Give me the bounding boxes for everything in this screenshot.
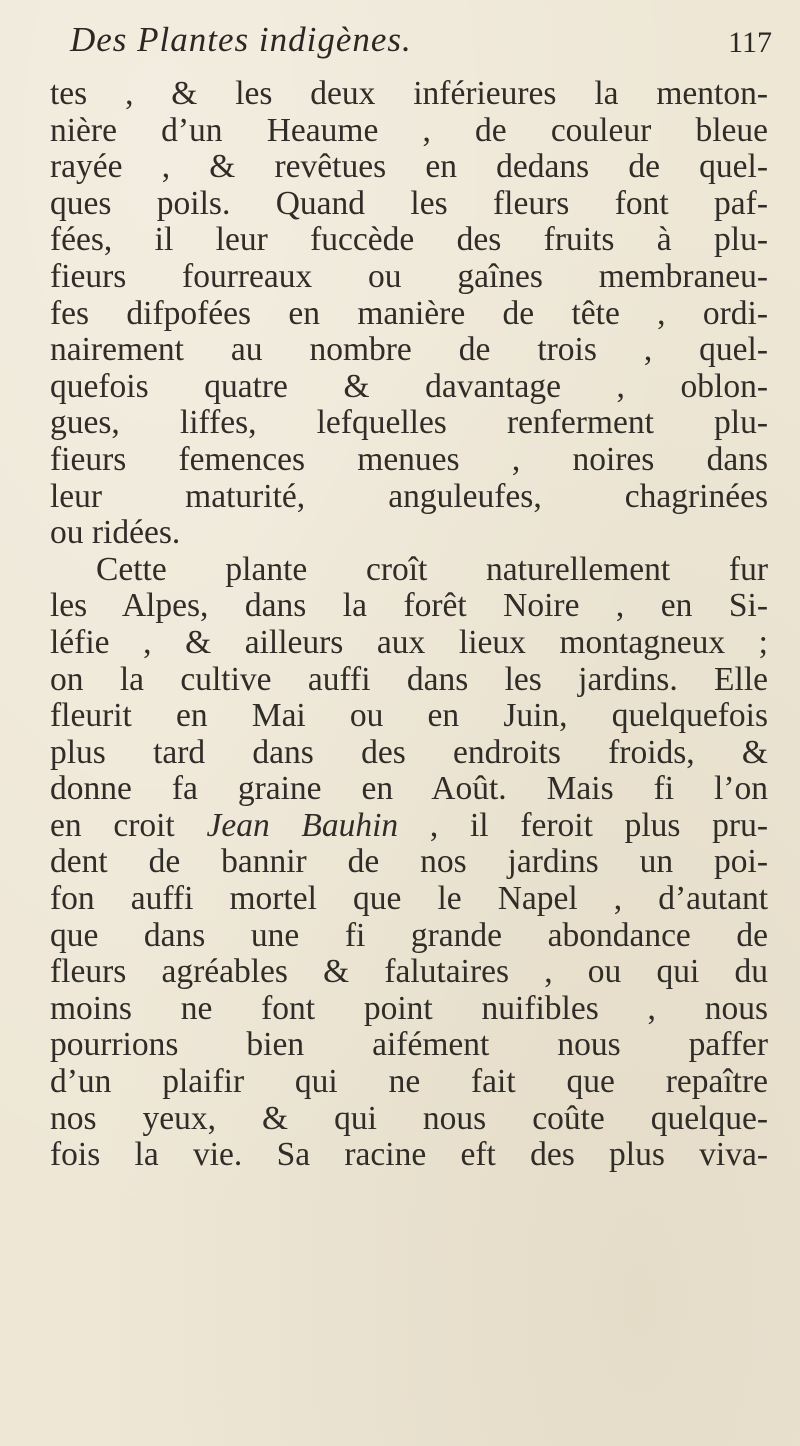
text-line: nairement au nombre de trois , quel- bbox=[50, 331, 768, 369]
text-line: les Alpes, dans la forêt Noire , en Si- bbox=[50, 587, 768, 625]
text-line: pourrions bien aifément nous paffer bbox=[50, 1026, 768, 1064]
author-name: Jean Bauhin bbox=[206, 806, 399, 844]
page-number: 117 bbox=[728, 26, 772, 59]
text-segment: en croit bbox=[50, 806, 207, 844]
text-line: léfie , & ailleurs aux lieux montagneux ; bbox=[50, 623, 768, 661]
text-line: fon auffi mortel que le Napel , d’autant bbox=[50, 880, 768, 918]
text-line: ou ridées. bbox=[50, 514, 181, 552]
text-line: Cette plante croît naturellement fur bbox=[96, 550, 768, 588]
text-segment: , il feroit plus pru- bbox=[398, 806, 768, 844]
text-line: nos yeux, & qui nous coûte quelque- bbox=[50, 1099, 768, 1137]
page-header bbox=[70, 12, 780, 72]
text-line: fieurs femences menues , noires dans bbox=[50, 440, 768, 478]
text-line: tes , & les deux inférieures la menton- bbox=[50, 75, 768, 112]
running-head: Des Plantes indigènes. bbox=[70, 20, 412, 59]
text-line: moins ne font point nuifibles , nous bbox=[50, 989, 768, 1027]
text-line bbox=[50, 808, 768, 845]
text-line: ques poils. Quand les fleurs font paf- bbox=[50, 184, 768, 222]
text-line: fleurs agréables & falutaires , ou qui du bbox=[50, 953, 768, 991]
text-line: que dans une fi grande abondance de bbox=[50, 916, 768, 954]
text-line: fes difpofées en manière de tête , ordi- bbox=[50, 294, 768, 332]
text-line: plus tard dans des endroits froids, & bbox=[50, 733, 768, 771]
text-line: quefois quatre & davantage , oblon- bbox=[50, 367, 768, 405]
text-line: d’un plaifir qui ne fait que repaître bbox=[50, 1063, 768, 1101]
text-line: nière d’un Heaume , de couleur bleue bbox=[50, 111, 768, 149]
text-line: fleurit en Mai ou en Juin, quelquefois bbox=[50, 697, 768, 735]
text-line: fées, il leur fuccède des fruits à plu- bbox=[50, 221, 768, 259]
text-line: leur maturité, anguleufes, chagrinées bbox=[50, 477, 768, 515]
text-line: fois la vie. Sa racine eft des plus viva- bbox=[50, 1136, 768, 1174]
text-line: gues, liffes, lefquelles renferment plu- bbox=[50, 404, 768, 442]
body-text bbox=[50, 76, 768, 1174]
text-line: rayée , & revêtues en dedans de quel- bbox=[50, 148, 768, 186]
text-line: dent de bannir de nos jardins un poi- bbox=[50, 843, 768, 881]
text-line: fieurs fourreaux ou gaînes membraneu- bbox=[50, 257, 768, 295]
text-line: on la cultive auffi dans les jardins. Elle bbox=[50, 660, 768, 698]
text-line: donne fa graine en Août. Mais fi l’on bbox=[50, 770, 768, 808]
